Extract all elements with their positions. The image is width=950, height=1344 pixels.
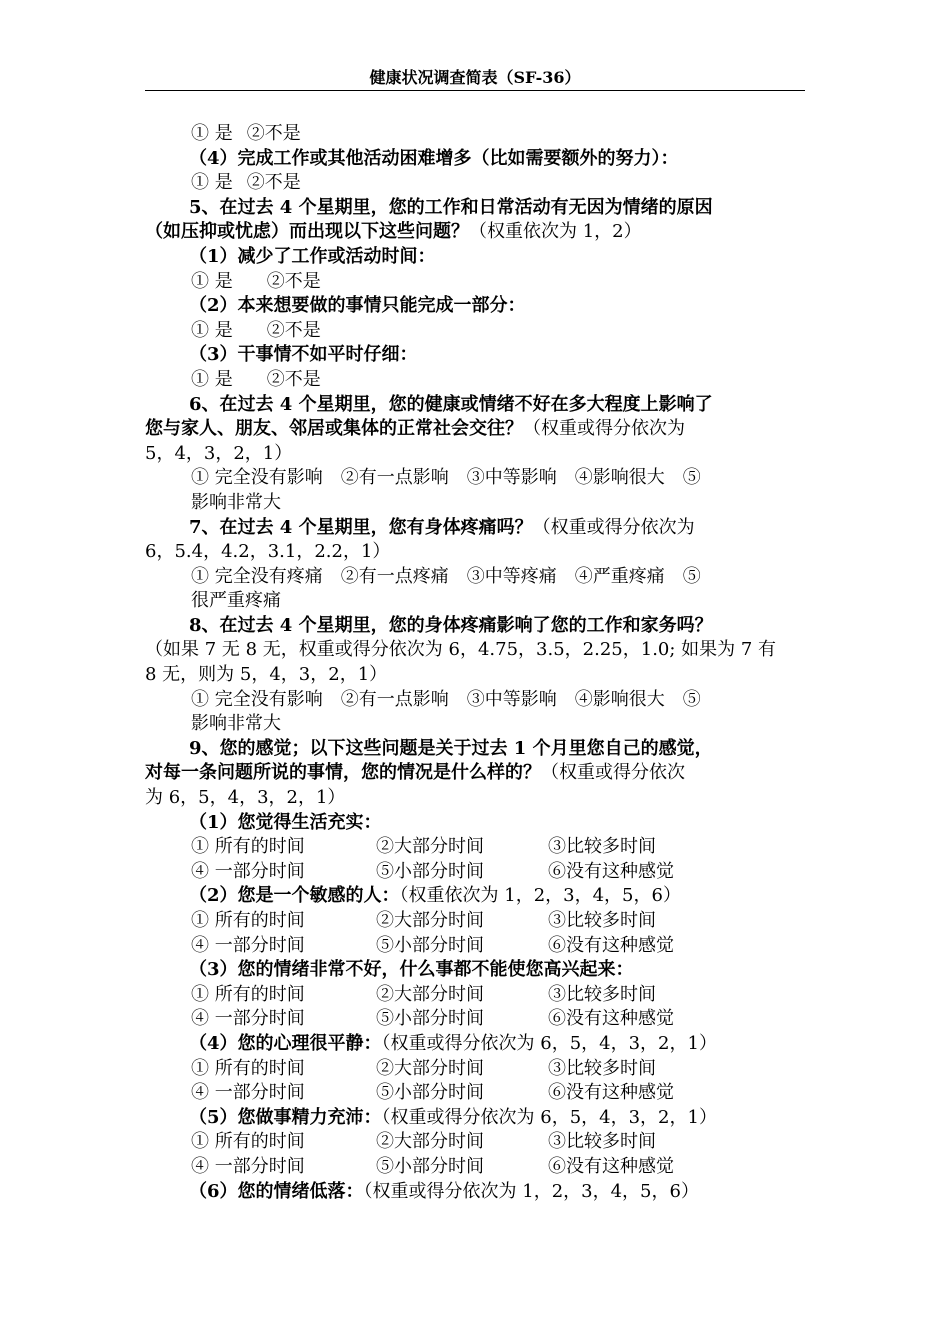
sub-question: （2）您是一个敏感的人：: [189, 885, 400, 907]
weight-note: （如果 7 无 8 无，权重或得分依次为 6，4.75，3.5，2.25，1.0; 如果为 7 有: [145, 639, 777, 661]
question-text: 6、在过去 4 个星期里，您的健康或情绪不好在多大程度上影响了: [189, 393, 713, 415]
page-header: [145, 66, 805, 91]
text-line: [145, 196, 807, 221]
option-b: ②大部分时间: [376, 1057, 484, 1079]
weight-note: （权重依次为 1，2）: [469, 221, 642, 243]
text-line: [145, 1081, 807, 1106]
text-line: [145, 638, 807, 663]
text-line: [145, 1032, 807, 1057]
answer-options: ① 完全没有影响 ②有一点影响 ③中等影响 ④影响很大 ⑤: [191, 688, 701, 710]
text-line: [145, 909, 807, 934]
text-line: [145, 245, 807, 270]
option-yes: ① 是: [191, 368, 233, 390]
text-line: [145, 688, 807, 713]
text-line: [145, 761, 807, 786]
option-c: ③比较多时间: [548, 1057, 656, 1079]
sub-question: （3）干事情不如平时仔细：: [189, 344, 418, 366]
question-text: 您与家人、朋友、邻居或集体的正常社会交往？: [145, 418, 523, 440]
text-line: [145, 516, 807, 541]
text-line: [145, 343, 807, 368]
option-a: ① 所有的时间: [191, 836, 305, 858]
option-c: ⑥没有这种感觉: [548, 1155, 674, 1177]
option-a: ④ 一部分时间: [191, 860, 305, 882]
sub-question: （6）您的情绪低落：: [189, 1180, 364, 1202]
question-text: 7、在过去 4 个星期里，您有身体疼痛吗？: [189, 516, 533, 538]
option-b: ⑤小部分时间: [376, 934, 484, 956]
weight-note: （权重或得分依次为 1，2，3，4，5，6）: [363, 1180, 699, 1202]
option-a: ① 所有的时间: [191, 1057, 305, 1079]
option-c: ⑥没有这种感觉: [548, 860, 674, 882]
text-line: [145, 737, 807, 762]
weight-note: 为 6，5，4，3，2，1）: [145, 787, 346, 809]
text-line: [145, 1007, 807, 1032]
option-no: ②不是: [266, 319, 321, 341]
option-c: ⑥没有这种感觉: [548, 1008, 674, 1030]
sub-question: （3）您的情绪非常不好，什么事都不能使您高兴起来：: [189, 959, 634, 981]
option-c: ③比较多时间: [548, 1131, 656, 1153]
weight-note: （权重或得分依次: [541, 762, 685, 784]
option-no: ②不是: [246, 172, 301, 194]
option-a: ① 所有的时间: [191, 910, 305, 931]
text-line: [145, 466, 807, 491]
sub-question: （5）您做事精力充沛：: [189, 1106, 382, 1128]
text-line: [145, 491, 807, 516]
option-yes: ① 是: [191, 270, 233, 292]
weight-note: （权重或得分依次为 6，5，4，3，2，1）: [381, 1106, 717, 1128]
weight-note: （权重依次为 1，2，3，4，5，6）: [399, 885, 681, 907]
answer-options: 很严重疼痛: [191, 590, 281, 612]
option-a: ④ 一部分时间: [191, 1008, 305, 1030]
option-yes: ① 是: [191, 172, 233, 194]
option-b: ⑤小部分时间: [376, 1008, 484, 1030]
question-text: 对每一条问题所说的事情，您的情况是什么样的？: [145, 762, 541, 784]
answer-options: ① 完全没有疼痛 ②有一点疼痛 ③中等疼痛 ④严重疼痛 ⑤: [191, 565, 701, 587]
text-line: [145, 368, 807, 393]
text-line: [145, 565, 807, 590]
weight-note: 5，4，3，2，1）: [145, 442, 293, 464]
text-line: [145, 122, 807, 147]
option-c: ③比较多时间: [548, 910, 656, 931]
option-b: ②大部分时间: [376, 1131, 484, 1153]
text-line: [145, 663, 807, 688]
weight-note: （权重或得分依次为: [523, 418, 685, 440]
sub-question: （4）您的心理很平静：: [189, 1032, 382, 1054]
question-text: 5、在过去 4 个星期里，您的工作和日常活动有无因为情绪的原因: [189, 196, 713, 218]
option-no: ②不是: [246, 123, 301, 144]
text-line: [145, 786, 807, 811]
sub-question: （4）完成工作或其他活动困难增多（比如需要额外的努力）：: [189, 147, 679, 169]
text-line: [145, 1155, 807, 1180]
option-yes: ① 是: [191, 123, 233, 144]
text-line: [145, 147, 807, 172]
weight-note: 6，5.4，4.2，3.1，2.2，1）: [145, 541, 391, 563]
text-line: [145, 811, 807, 836]
question-text: 9、您的感觉；以下这些问题是关于过去 1 个月里您自己的感觉，: [189, 737, 713, 759]
weight-note: 8 无，则为 5，4，3，2，1）: [145, 664, 388, 686]
option-a: ① 所有的时间: [191, 983, 305, 1005]
text-line: [145, 270, 807, 295]
text-line: [145, 171, 807, 196]
option-no: ②不是: [266, 368, 321, 390]
text-line: [145, 1180, 807, 1205]
weight-note: （权重或得分依次为 6，5，4，3，2，1）: [381, 1032, 717, 1054]
text-line: [145, 220, 807, 245]
text-line: [145, 934, 807, 959]
questionnaire-body: [145, 122, 807, 1204]
text-line: [145, 1057, 807, 1082]
question-text: （如压抑或忧虑）而出现以下这些问题？: [145, 221, 469, 243]
option-b: ②大部分时间: [376, 983, 484, 1005]
option-b: ⑤小部分时间: [376, 1155, 484, 1177]
option-b: ⑤小部分时间: [376, 1082, 484, 1104]
text-line: [145, 860, 807, 885]
option-a: ① 所有的时间: [191, 1131, 305, 1153]
answer-options: ① 完全没有影响 ②有一点影响 ③中等影响 ④影响很大 ⑤: [191, 467, 701, 489]
text-line: [145, 442, 807, 467]
text-line: [145, 319, 807, 344]
option-a: ④ 一部分时间: [191, 1155, 305, 1177]
weight-note: （权重或得分依次为: [532, 516, 695, 538]
option-yes: ① 是: [191, 319, 233, 341]
option-c: ⑥没有这种感觉: [548, 1082, 674, 1104]
option-c: ③比较多时间: [548, 983, 656, 1005]
option-b: ⑤小部分时间: [376, 860, 484, 882]
text-line: [145, 540, 807, 565]
option-no: ②不是: [266, 270, 321, 292]
option-b: ②大部分时间: [376, 910, 484, 931]
option-a: ④ 一部分时间: [191, 1082, 305, 1104]
header-title: 健康状况调查简表（SF-36）: [369, 68, 581, 87]
text-line: [145, 983, 807, 1008]
option-c: ③比较多时间: [548, 836, 656, 858]
sub-question: （2）本来想要做的事情只能完成一部分：: [189, 295, 526, 317]
text-line: [145, 958, 807, 983]
option-c: ⑥没有这种感觉: [548, 934, 674, 956]
text-line: [145, 614, 807, 639]
sub-question: （1）您觉得生活充实：: [189, 811, 382, 833]
option-b: ②大部分时间: [376, 836, 484, 858]
answer-options: 影响非常大: [191, 713, 281, 735]
text-line: [145, 1106, 807, 1131]
text-line: [145, 712, 807, 737]
text-line: [145, 1130, 807, 1155]
text-line: [145, 589, 807, 614]
text-line: [145, 835, 807, 860]
text-line: [145, 294, 807, 319]
answer-options: 影响非常大: [191, 491, 281, 513]
question-text: 8、在过去 4 个星期里，您的身体疼痛影响了您的工作和家务吗？: [189, 614, 713, 636]
sub-question: （1）减少了工作或活动时间：: [189, 245, 436, 267]
option-a: ④ 一部分时间: [191, 934, 305, 956]
text-line: [145, 393, 807, 418]
text-line: [145, 884, 807, 909]
text-line: [145, 417, 807, 442]
